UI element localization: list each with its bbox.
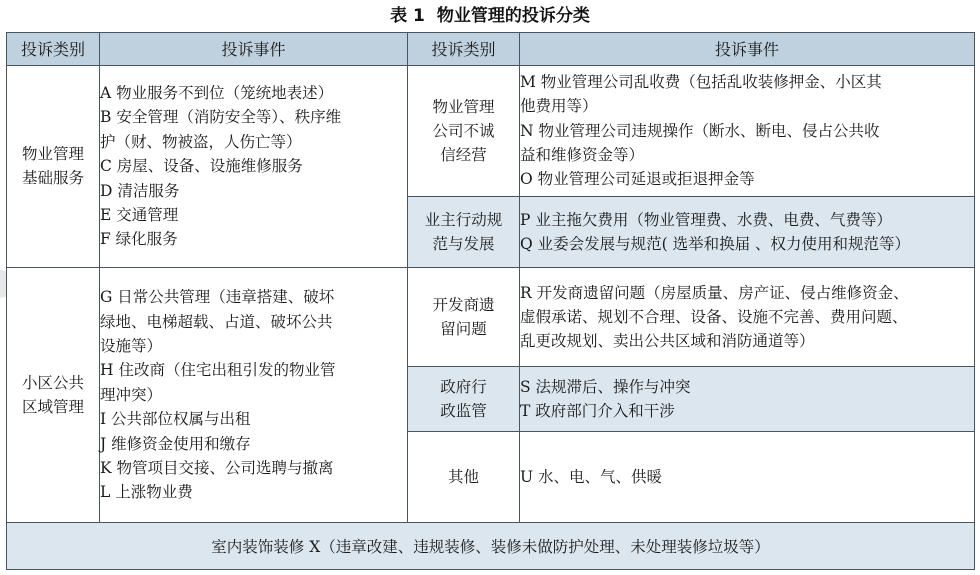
- header-category-right: 投诉类别: [408, 33, 520, 66]
- table-title: 物业管理的投诉分类: [436, 6, 590, 26]
- events-owner-actions: P 业主拖欠费用（物业管理费、水费、电费、气费等） Q 业委会发展与规范( 选举和换届 、权力使用和规范等）: [520, 196, 975, 267]
- category-owner-actions: 业主行动规 范与发展: [408, 196, 520, 267]
- events-developer-legacy: R 开发商遗留问题（房屋质量、房产证、侵占维修资金、 虚假承诺、规划不合理、设备、设施不完善、费用问题、 乱更改规划、卖出公共区域和消防通道等）: [520, 268, 975, 367]
- category-dishonest-operation: 物业管理 公司不诚 信经营: [408, 65, 520, 196]
- footer-row: [7, 522, 975, 569]
- category-developer-legacy: 开发商遗 留问题: [408, 268, 520, 367]
- category-government: 政府行 政监管: [408, 367, 520, 432]
- events-public-area: G 日常公共管理（违章搭建、破坏 绿地、电梯超载、占道、破坏公共 设施等） H 住改商（住宅出租引发的物业管 理冲突） I 公共部位权属与出租 J 维修资金使用和缴存 K 物管项目交接、公司选聘与撤离 L 上涨物业费: [100, 268, 408, 522]
- category-other: 其他: [408, 432, 520, 522]
- interior-decoration-row: 室内装饰装修 X（违章改建、违规装修、装修未做防护处理、未处理装修垃圾等）: [7, 522, 975, 569]
- complaint-classification-table: [6, 32, 975, 570]
- events-basic-service: A 物业服务不到位（笼统地表述） B 安全管理（消防安全等）、秩序维 护（财、物被盗，人伤亡等） C 房屋、设备、设施维修服务 D 清洁服务 E 交通管理 F 绿化服务: [100, 65, 408, 268]
- events-other: U 水、电、气、供暖: [520, 432, 975, 522]
- table-number: 表 1: [390, 6, 425, 26]
- events-dishonest-operation: M 物业管理公司乱收费（包括乱收装修押金、小区其 他费用等） N 物业管理公司违规操作（断水、断电、侵占公共收 益和维修资金等） O 物业管理公司延退或拒退押金等: [520, 65, 975, 196]
- table-caption: [0, 2, 980, 30]
- category-public-area: 小区公共 区域管理: [7, 268, 100, 522]
- category-basic-service: 物业管理 基础服务: [7, 65, 100, 268]
- header-row: [7, 33, 975, 66]
- header-category-left: 投诉类别: [7, 33, 100, 66]
- table-row: [7, 65, 975, 196]
- table-row: [7, 268, 975, 367]
- events-government: S 法规滞后、操作与冲突 T 政府部门介入和干涉: [520, 367, 975, 432]
- header-events-right: 投诉事件: [520, 33, 975, 66]
- header-events-left: 投诉事件: [100, 33, 408, 66]
